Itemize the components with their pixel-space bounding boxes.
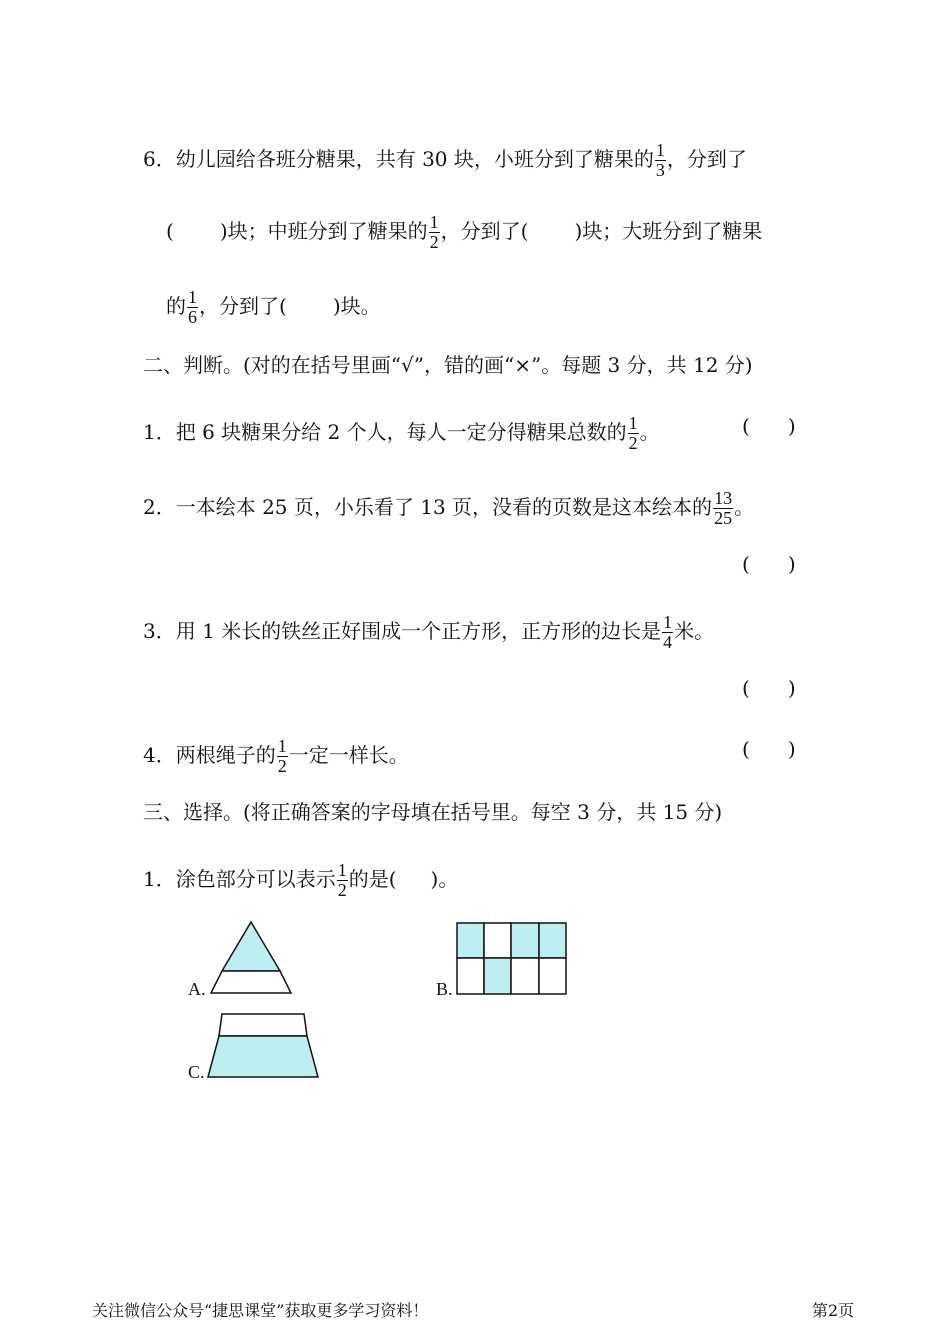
judge-q3: 3．用 1 米长的铁丝正好围成一个正方形，正方形的边长是 $\frac{1}{4}$ 米。 [143,612,715,652]
option-b-cell [484,923,511,958]
page-number: 第2页 [812,1301,855,1320]
option-a-label[interactable]: A. [188,979,206,999]
option-b-cell [511,923,539,958]
option-b-cell [457,958,484,994]
judge-q4: 4．两根绳子的 $\frac{1}{2}$ 一定一样长。 [143,736,409,776]
q6-fraction-small: $\frac{1}{3}$ [655,140,665,180]
q6-text-1: 6．幼儿园给各班分糖果，共有 30 块，小班分到了糖果的 [143,147,654,171]
option-a-shaded-part [222,922,280,971]
footer-promo: 关注微信公众号“捷思课堂”获取更多学习资料！ [92,1301,429,1320]
q6-fraction-middle: $\frac{1}{2}$ [429,212,439,252]
option-c-label[interactable]: C. [188,1062,205,1082]
choice-q1: 1．涂色部分可以表示 $\frac{1}{2}$ 的是( )。 [143,860,459,900]
option-b-figure[interactable] [456,922,568,996]
q6-line2: ( )块；中班分到了糖果的 $\frac{1}{2}$ ，分到了( )块；大班分到了糖果 [166,212,763,252]
option-b-cell [484,958,511,994]
option-b-cell [539,923,566,958]
option-c-shaded-part [208,1036,318,1077]
option-b-cell [511,958,539,994]
judge-q4-answer[interactable]: ( ) [742,737,796,761]
section3-heading: 三、选择。(将正确答案的字母填在括号里。每空 3 分，共 15 分) [143,800,723,824]
q6-line1 [143,141,747,180]
section2-heading: 二、判断。(对的在括号里画“√”，错的画“×”。每题 3 分，共 12 分) [143,353,753,377]
judge-q1: 1．把 6 块糖果分给 2 个人，每人一定分得糖果总数的 $\frac{1}{2}$ 。 [143,413,660,453]
judge-q1-answer[interactable]: ( ) [742,414,796,438]
q6-line3: 的 $\frac{1}{6}$ ，分到了( )块。 [166,287,381,327]
option-a-unshaded-part [211,971,291,993]
judge-q2: 2．一本绘本 25 页，小乐看了 13 页，没看的页数是这本绘本的 $\frac{13}{25}$ 。 [143,488,755,528]
option-c-unshaded-part [219,1014,307,1036]
option-c-figure[interactable] [206,1012,322,1080]
q6-text-2: ，分到了 [666,147,747,171]
option-b-cell [457,923,484,958]
option-b-label[interactable]: B. [436,979,453,999]
option-b-cell [539,958,566,994]
judge-q3-answer[interactable]: ( ) [742,676,796,700]
option-a-figure[interactable] [208,920,294,996]
q6-fraction-large: $\frac{1}{6}$ [188,287,197,327]
judge-q2-answer[interactable]: ( ) [742,552,796,576]
